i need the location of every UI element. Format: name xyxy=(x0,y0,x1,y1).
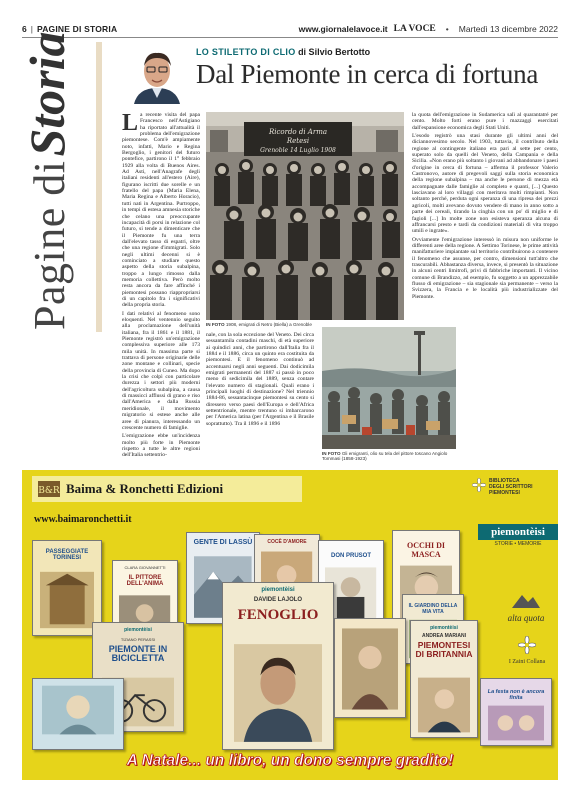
zaini-logo: I Zaini Collana xyxy=(498,636,556,665)
paragraph: L'emigrazione ebbe un'incidenza molto più forte in Piemonte rispetto a tutte le altre regioni dell'Italia settentrio- xyxy=(122,433,200,459)
caption-text: 1908, emigrati di Netro (Biella) a Grenoble xyxy=(225,322,312,327)
paper-name: LA VOCE xyxy=(393,24,436,34)
ad-brand: Baima & Ronchetti Edizioni xyxy=(66,481,224,496)
svg-text:B&R: B&R xyxy=(38,486,60,496)
book-cover[interactable] xyxy=(334,618,406,718)
caption-tag: IN FOTO xyxy=(322,451,341,456)
article-column-2 xyxy=(206,332,314,462)
paragraph: La recente visita del papa Francesco nell'Astigiano ha riportato all'attualità il problema dell'emigrazione piemontese. Com'è ampiamente noto, infatti, Mario e Regina Bergoglio, i genitori del futuro pontefice, partirono il 1° febbraio 1929 alla volta di Buenos Aires. Ad Asti, nell'Anagrafe degli italiani residenti all'estero (Aire), figurano iscritti due sorelle e un fratello del papa (Maria Elena, Maria Regina e Alberto Horacio), tutti nati in Argentina. Purtroppo, in tempi di estesa amnesia storiche che celano una preoccupante incapacità di porsi in relazione col futuro, si tende a dimenticare che il Piemonte fu una terra dall'elevato tasso di espatri, oltre che una regione d'immigrati. Solo negli ultimi decenni si è cominciato a studiare questo aspetto della storia subalpina, troppo a lungo rimosso dalla memoria collettiva. Però molto resta ancora da fare affinché i piemontesi possano riappropriarsi di un capitolo fra i significativi della propria storia. xyxy=(122,112,200,309)
ad-url[interactable]: www.baimaronchetti.it xyxy=(34,514,132,525)
article-column-1 xyxy=(122,112,200,462)
author-portrait-illustration xyxy=(234,643,322,743)
book-cover-fenoglio[interactable]: piemontèisi DAVIDE LAJOLO FENOGLIO xyxy=(222,582,334,750)
sidebar-title-word2: Storia xyxy=(19,31,75,157)
book-cover[interactable]: CLARA GIOVANNETTI IL PITTORE DELL'ANIMA xyxy=(112,560,178,644)
book-cover[interactable]: La festa non è ancora finita xyxy=(480,678,552,746)
book-illustration xyxy=(42,685,114,735)
page-header xyxy=(22,22,558,36)
book-cover[interactable] xyxy=(32,678,124,750)
byline: di Silvio Bertotto xyxy=(298,47,371,57)
column-name: LO STILETTO DI CLIO xyxy=(196,47,296,57)
mountain-icon xyxy=(512,592,540,608)
caption-tag: IN FOTO xyxy=(206,322,225,327)
book-cover[interactable]: IL GIARDINO DELLA MIA VITA xyxy=(402,594,464,664)
book-cover[interactable]: PASSEGGIATE TORINESI xyxy=(32,540,102,636)
issue-date: Martedì 13 dicembre 2022 xyxy=(458,24,558,34)
book-illustration xyxy=(488,705,544,741)
ad-header xyxy=(32,476,302,502)
photo-emigrants-grenoble xyxy=(206,112,404,320)
drop-cap: L xyxy=(122,112,139,136)
article-column-3 xyxy=(412,112,558,462)
book-cover[interactable]: OCCHI DI MASCA xyxy=(392,530,460,624)
book-illustration xyxy=(40,571,94,629)
edelweiss-icon xyxy=(472,478,486,492)
header-right xyxy=(299,24,558,34)
book-illustration xyxy=(342,627,398,711)
header-rule xyxy=(22,37,558,38)
caption-text: Gli emigranti, olio su tela del pittore toscano Angiolo Tommasi (1858-1923) xyxy=(322,451,448,461)
publisher-logo-icon xyxy=(38,481,60,497)
paragraph: L'esodo registrò una stasi durante gli ultimi anni del diciannovesimo secolo. Nel 1903, tuttavia, il contributo della regione al contingente italiano era pari al sette per cento, superato solo da quelli del Veneto, della Campania e della Sicilia. «Non erano più soltanto i giovani ad abbandonare i paesi d'origine in cerca di fortuna – afferma il professor Valerio Castronovo, autore di pregevoli saggi sulla storia economica della regione subalpina – ma anche le persone di mezza età accompagnate dalle famiglie al completo e quanti, [...] Questo lasciavano al loro villaggi con meritava molti rimpianti. Non soltanto perché, perduta ogni speranza di una ripresa dei prezzi agricoli, molti avevano dovuto vendere di mano in anno sotto a parte dei cereali, tirando la cinghia con un po' di miglio e di fagioli [...] In molte zone non esisteva speranza alcuna di affrancarsi presto e tardi da condizioni materiali di vita troppo umili e ingrate». xyxy=(412,133,558,235)
alta-quota-logo: alta quota xyxy=(496,592,556,623)
sidebar-band xyxy=(96,42,102,332)
page-number: 6 xyxy=(22,24,27,34)
header-divider: | xyxy=(30,24,33,34)
section-name: PAGINE DI STORIA xyxy=(36,24,118,34)
piemonteisi-logo: piemontèisi STORIE • MEMORIE xyxy=(478,524,558,547)
edelweiss-icon xyxy=(518,636,536,654)
book-cover[interactable]: GENTE DI LASSÙ xyxy=(186,532,260,624)
paragraph: nale, con la sola eccezione del Veneto. Dei circa sessantamila contadini maschi, di età superiore ai quindici anni, che partirono dall'Italia fra il 1884 e il 1886, circa un quinto era costituita da piemontesi. E il fenomeno continuò ad accentuarsi negli anni seguenti. Dai dodicimila emigrati permanenti del 1887 si passò in poco meno di sedicimila del 1889, senza contare l'elevato numero di stagionali. Quali erano i principali luoghi di destinazione? Nel triennio 1884-86, sessantacinque piemontesi su cento si diressero verso paesi dell'Europa e dell'Africa settentrionale, mentre trentuno si imbarcarono per l'America latina (per l'Argentina e il Brasile soprattutto). Tra il 1896 e il 1896 xyxy=(206,332,314,427)
book-cover[interactable]: piemontèisi ANDREA MARIANI PIEMONTESI DI BRITANNIA xyxy=(410,620,478,738)
advertisement-baima-ronchetti[interactable] xyxy=(22,470,558,780)
book-cover[interactable]: DON PRUSOT xyxy=(318,540,384,626)
ad-library: BIBLIOTECA DEGLI SCRITTORI PIEMONTESI xyxy=(472,478,556,496)
book-cover[interactable]: COCÈ D'AMORE xyxy=(254,534,320,624)
header-dot: • xyxy=(445,24,449,34)
site-url[interactable]: www.giornalelavoce.it xyxy=(298,24,388,34)
ad-slogan: A Natale... un libro, un dono sempre gradito! xyxy=(126,752,454,769)
photo-sign-line-1: Ricordo di Arma xyxy=(268,128,328,136)
sidebar-title-word1: Pagine di xyxy=(25,160,74,330)
paragraph: Ovviamente l'emigrazione interessò in misura non uniforme le differenti aree della regione. A Settimo Torinese, le prime attività manifatturiere impiantate sul territorio contribuirono a contenere il fenomeno che assunse, per contro, dimensioni tutt'altro che trascurabili. Abbastanza diversa, invece, si presentò la situazione in alcuni centri limitrofi, privi di fabbriche importanti. Il vicino comune di Brandizzo, ad esempio, fu soggetto a un apprezzabile flusso di emigrazione – sia stagionale sia permanente – verso la Svizzera, la Francia e le località più industrializzate del Piemonte. xyxy=(412,236,558,300)
sidebar-title xyxy=(18,31,76,330)
photo-sign-line-3: Grenoble 14 Luglio 1908 xyxy=(260,147,336,154)
book-illustration xyxy=(418,677,471,733)
headline: Dal Piemonte in cerca di fortuna xyxy=(196,59,539,89)
author-photo xyxy=(130,46,184,104)
book-cover[interactable]: piemontèisi TIZIANO PERASSI PIEMONTE IN BICICLETTA xyxy=(92,622,184,732)
column-heading xyxy=(196,47,370,57)
paragraph: la quota dell'emigrazione in Sudamerica salì al quarantatré per cento. Molto forti erano pure i mazzaggi esercitati dall'espansione economica degli Stati Uniti. xyxy=(412,112,558,131)
paragraph: I dati relativi al fenomeno sono eloquenti. Nel ventennio seguito alla proclamazione dell'unità italiana, fra il 1861 e il 1881, il Piemonte registrò un'emigrazione complessiva superiore alle 173 mila unità. In massima parte si trattava di persone originarie delle zone montane e collinari, specie della provincia di Cuneo. Ma dopo la crisi che colpì con particolare durezza i settori più moderni dell'agricoltura subalpina, a causa di massicci afflussi di grano e riso dall'America e dalla Russia meridionale, il movimento migratorio si estese anche alle aree di pianura, interessando un crescente numero di famiglie. xyxy=(122,310,200,431)
photo-sign-line-2: Retesi xyxy=(286,137,310,145)
